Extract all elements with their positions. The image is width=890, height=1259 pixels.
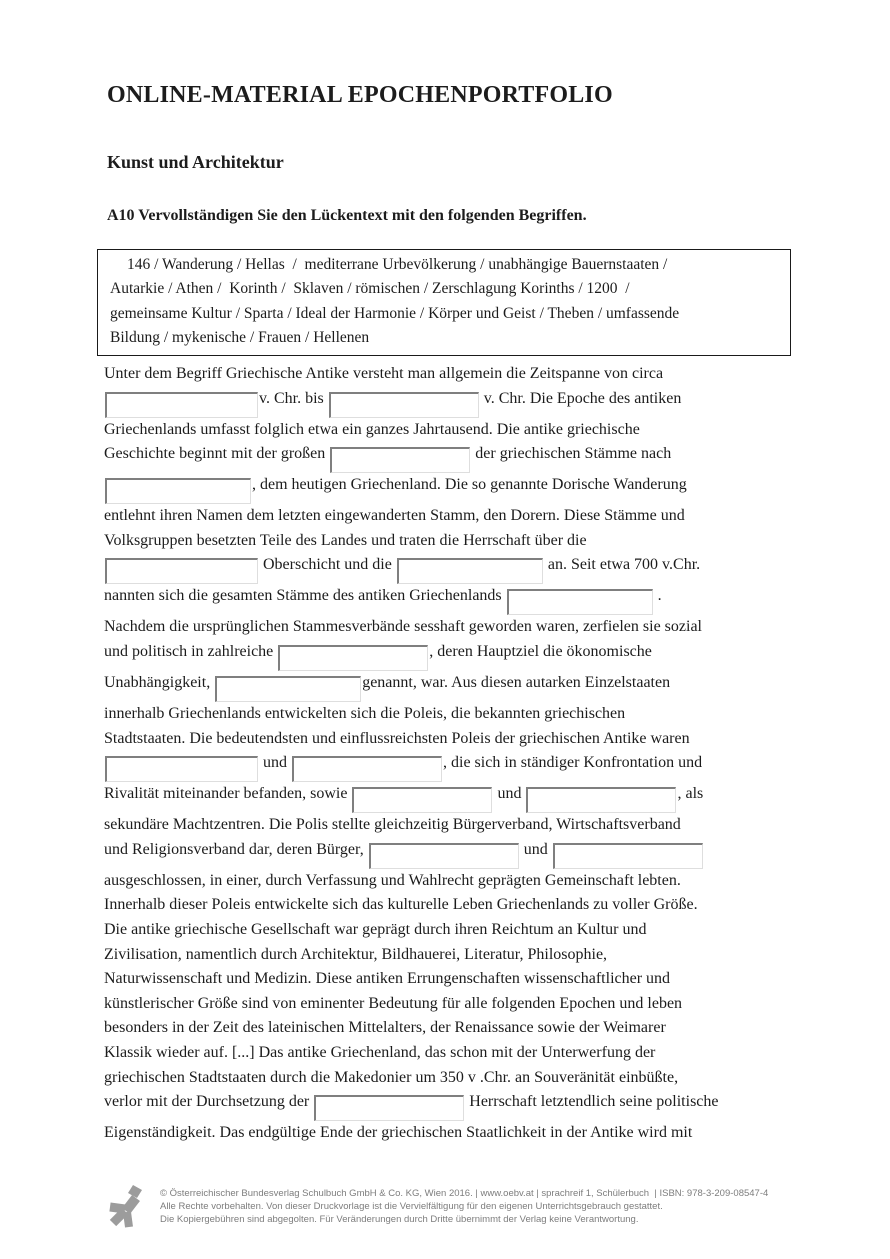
cloze-line	[104, 918, 810, 943]
cloze-line	[104, 553, 810, 584]
cloze-blank-input[interactable]	[352, 787, 492, 813]
cloze-text: Innerhalb dieser Poleis entwickelte sich das kulturelle Leben Griechenlands zu voller Größe.	[104, 896, 698, 914]
cloze-line	[104, 838, 810, 869]
cloze-line	[104, 943, 810, 968]
cloze-line	[104, 992, 810, 1017]
cloze-line	[104, 1090, 810, 1121]
cloze-text: verlor mit der Durchsetzung der	[104, 1093, 314, 1111]
cloze-text: Unabhängigkeit,	[104, 673, 215, 691]
cloze-line	[104, 1066, 810, 1091]
cloze-line	[104, 529, 810, 554]
cloze-text: und politisch in zahlreiche	[104, 642, 278, 660]
cloze-line	[104, 1041, 810, 1066]
cloze-line	[104, 640, 810, 671]
cloze-blank-input[interactable]	[278, 645, 428, 671]
cloze-text: griechischen Stadtstaaten durch die Makedonier um 350 v .Chr. an Souveränität einbüßte,	[104, 1068, 679, 1086]
cloze-text: Stadtstaaten. Die bedeutendsten und einflussreichsten Poleis der griechischen Antike waren	[104, 729, 690, 747]
cloze-line	[104, 893, 810, 918]
word-bank-box	[97, 249, 791, 356]
cloze-text: Die antike griechische Gesellschaft war geprägt durch ihren Reichtum an Kultur und	[104, 920, 647, 938]
cloze-text: Naturwissenschaft und Medizin. Diese antiken Errungenschaften wissenschaftlicher und	[104, 970, 671, 988]
cloze-text: v. Chr. bis	[259, 389, 328, 407]
cloze-text: entlehnt ihren Namen dem letzten eingewanderten Stamm, den Dorern. Diese Stämme und	[104, 507, 685, 525]
cloze-text: ausgeschlossen, in einer, durch Verfassung und Wahlrecht geprägten Gemeinschaft lebten.	[104, 871, 681, 889]
cloze-line	[104, 727, 810, 752]
section-heading: Kunst und Architektur	[107, 152, 284, 172]
cloze-blank-input[interactable]	[105, 756, 258, 782]
cloze-line	[104, 504, 810, 529]
footer-line-1: © Österreichischer Bundesverlag Schulbuch GmbH & Co. KG, Wien 2016. | www.oebv.at | sprachreif 1, Schülerbuch | ISBN: 978-3-209-08547-4	[160, 1188, 769, 1199]
cloze-blank-input[interactable]	[397, 558, 543, 584]
cloze-text: sekundäre Machtzentren. Die Polis stellte gleichzeitig Bürgerverband, Wirtschaftsverband	[104, 816, 681, 834]
cloze-line	[104, 782, 810, 813]
cloze-line	[104, 813, 810, 838]
cloze-text: , deren Hauptziel die ökonomische	[429, 642, 652, 660]
cloze-text: , als	[677, 785, 704, 803]
cloze-line	[104, 442, 810, 473]
cloze-text: .	[653, 587, 662, 605]
cloze-blank-input[interactable]	[553, 843, 703, 869]
cloze-line	[104, 1121, 810, 1146]
oebv-asterisk-logo	[106, 1184, 148, 1230]
cloze-blank-input[interactable]	[215, 676, 361, 702]
task-instruction: A10 Vervollständigen Sie den Lückentext mit den folgenden Begriffen.	[107, 207, 587, 224]
cloze-text: , dem heutigen Griechenland. Die so genannte Dorische Wanderung	[252, 476, 687, 494]
cloze-line	[104, 869, 810, 894]
cloze-text: besonders in der Zeit des lateinischen Mittelalters, der Renaissance sowie der Weimarer	[104, 1019, 666, 1037]
cloze-line	[104, 671, 810, 702]
cloze-line	[104, 362, 810, 387]
cloze-text: Geschichte beginnt mit der großen	[104, 445, 330, 463]
cloze-text: v. Chr. Die Epoche des antiken	[479, 389, 682, 407]
cloze-line	[104, 473, 810, 504]
cloze-blank-input[interactable]	[105, 558, 258, 584]
cloze-text: Herrschaft letztendlich seine politische	[465, 1093, 719, 1111]
cloze-line	[104, 1016, 810, 1041]
cloze-blank-input[interactable]	[314, 1095, 464, 1121]
cloze-blank-input[interactable]	[105, 392, 258, 418]
cloze-text: nannten sich die gesamten Stämme des antiken Griechenlands	[104, 587, 506, 605]
cloze-blank-input[interactable]	[507, 589, 653, 615]
cloze-line	[104, 387, 810, 418]
page-title: ONLINE-MATERIAL EPOCHENPORTFOLIO	[107, 82, 613, 108]
cloze-text-area	[104, 362, 810, 1146]
footer-line-3: Die Kopiergebühren sind abgegolten. Für Veränderungen durch Dritte übernimmt der Verlag keine Verantwortung.	[160, 1214, 639, 1226]
cloze-text: und Religionsverband dar, deren Bürger,	[104, 840, 368, 858]
cloze-line	[104, 418, 810, 443]
cloze-text: Rivalität miteinander befanden, sowie	[104, 785, 352, 803]
footer	[0, 1182, 890, 1242]
cloze-line	[104, 702, 810, 727]
word-bank-line: Autarkie / Athen / Korinth / Sklaven / römischen / Zerschlagung Korinths / 1200 /	[110, 280, 630, 298]
cloze-text: und	[519, 840, 552, 858]
cloze-blank-input[interactable]	[105, 478, 251, 504]
cloze-line	[104, 967, 810, 992]
cloze-blank-input[interactable]	[330, 447, 470, 473]
cloze-text: Volksgruppen besetzten Teile des Landes und traten die Herrschaft über die	[104, 531, 587, 549]
cloze-blank-input[interactable]	[329, 392, 479, 418]
cloze-text: Eigenständigkeit. Das endgültige Ende der griechischen Staatlichkeit in der Antike wird mit	[104, 1124, 693, 1142]
cloze-text: und	[259, 754, 291, 772]
cloze-text: innerhalb Griechenlands entwickelten sich die Poleis, die bekannten griechischen	[104, 704, 626, 722]
cloze-text: genannt, war. Aus diesen autarken Einzelstaaten	[362, 673, 671, 691]
cloze-blank-input[interactable]	[526, 787, 676, 813]
cloze-text: Zivilisation, namentlich durch Architektur, Bildhauerei, Literatur, Philosophie,	[104, 945, 608, 963]
cloze-line	[104, 751, 810, 782]
cloze-blank-input[interactable]	[292, 756, 442, 782]
cloze-text: Oberschicht und die	[259, 556, 396, 574]
cloze-text: Nachdem die ursprünglichen Stammesverbände sesshaft geworden waren, zerfielen sie sozial	[104, 618, 702, 636]
word-bank-line: gemeinsame Kultur / Sparta / Ideal der Harmonie / Körper und Geist / Theben / umfassende	[110, 304, 680, 322]
cloze-text: Unter dem Begriff Griechische Antike versteht man allgemein die Zeitspanne von circa	[104, 365, 664, 382]
cloze-line	[104, 584, 810, 615]
cloze-line	[104, 615, 810, 640]
cloze-text: Klassik wieder auf. [...] Das antike Griechenland, das schon mit der Unterwerfung der	[104, 1043, 656, 1061]
cloze-text: an. Seit etwa 700 v.Chr.	[543, 556, 701, 574]
cloze-text: der griechischen Stämme nach	[471, 445, 672, 463]
cloze-blank-input[interactable]	[369, 843, 519, 869]
footer-line-2: Alle Rechte vorbehalten. Von dieser Druckvorlage ist die Vervielfältigung für den eigenen Unterrichtsgebrauch gestattet.	[160, 1201, 663, 1213]
word-bank-line: 146 / Wanderung / Hellas / mediterrane Urbevölkerung / unabhängige Bauernstaaten /	[127, 256, 668, 273]
cloze-text: Griechenlands umfasst folglich etwa ein ganzes Jahrtausend. Die antike griechische	[104, 420, 640, 438]
word-bank-line: Bildung / mykenische / Frauen / Hellenen	[110, 328, 370, 346]
footer-imprint	[160, 1187, 768, 1227]
cloze-text: künstlerischer Größe sind von eminenter Bedeutung für alle folgenden Epochen und leben	[104, 994, 683, 1012]
cloze-text: , die sich in ständiger Konfrontation und	[443, 754, 703, 772]
cloze-text: und	[493, 785, 526, 803]
